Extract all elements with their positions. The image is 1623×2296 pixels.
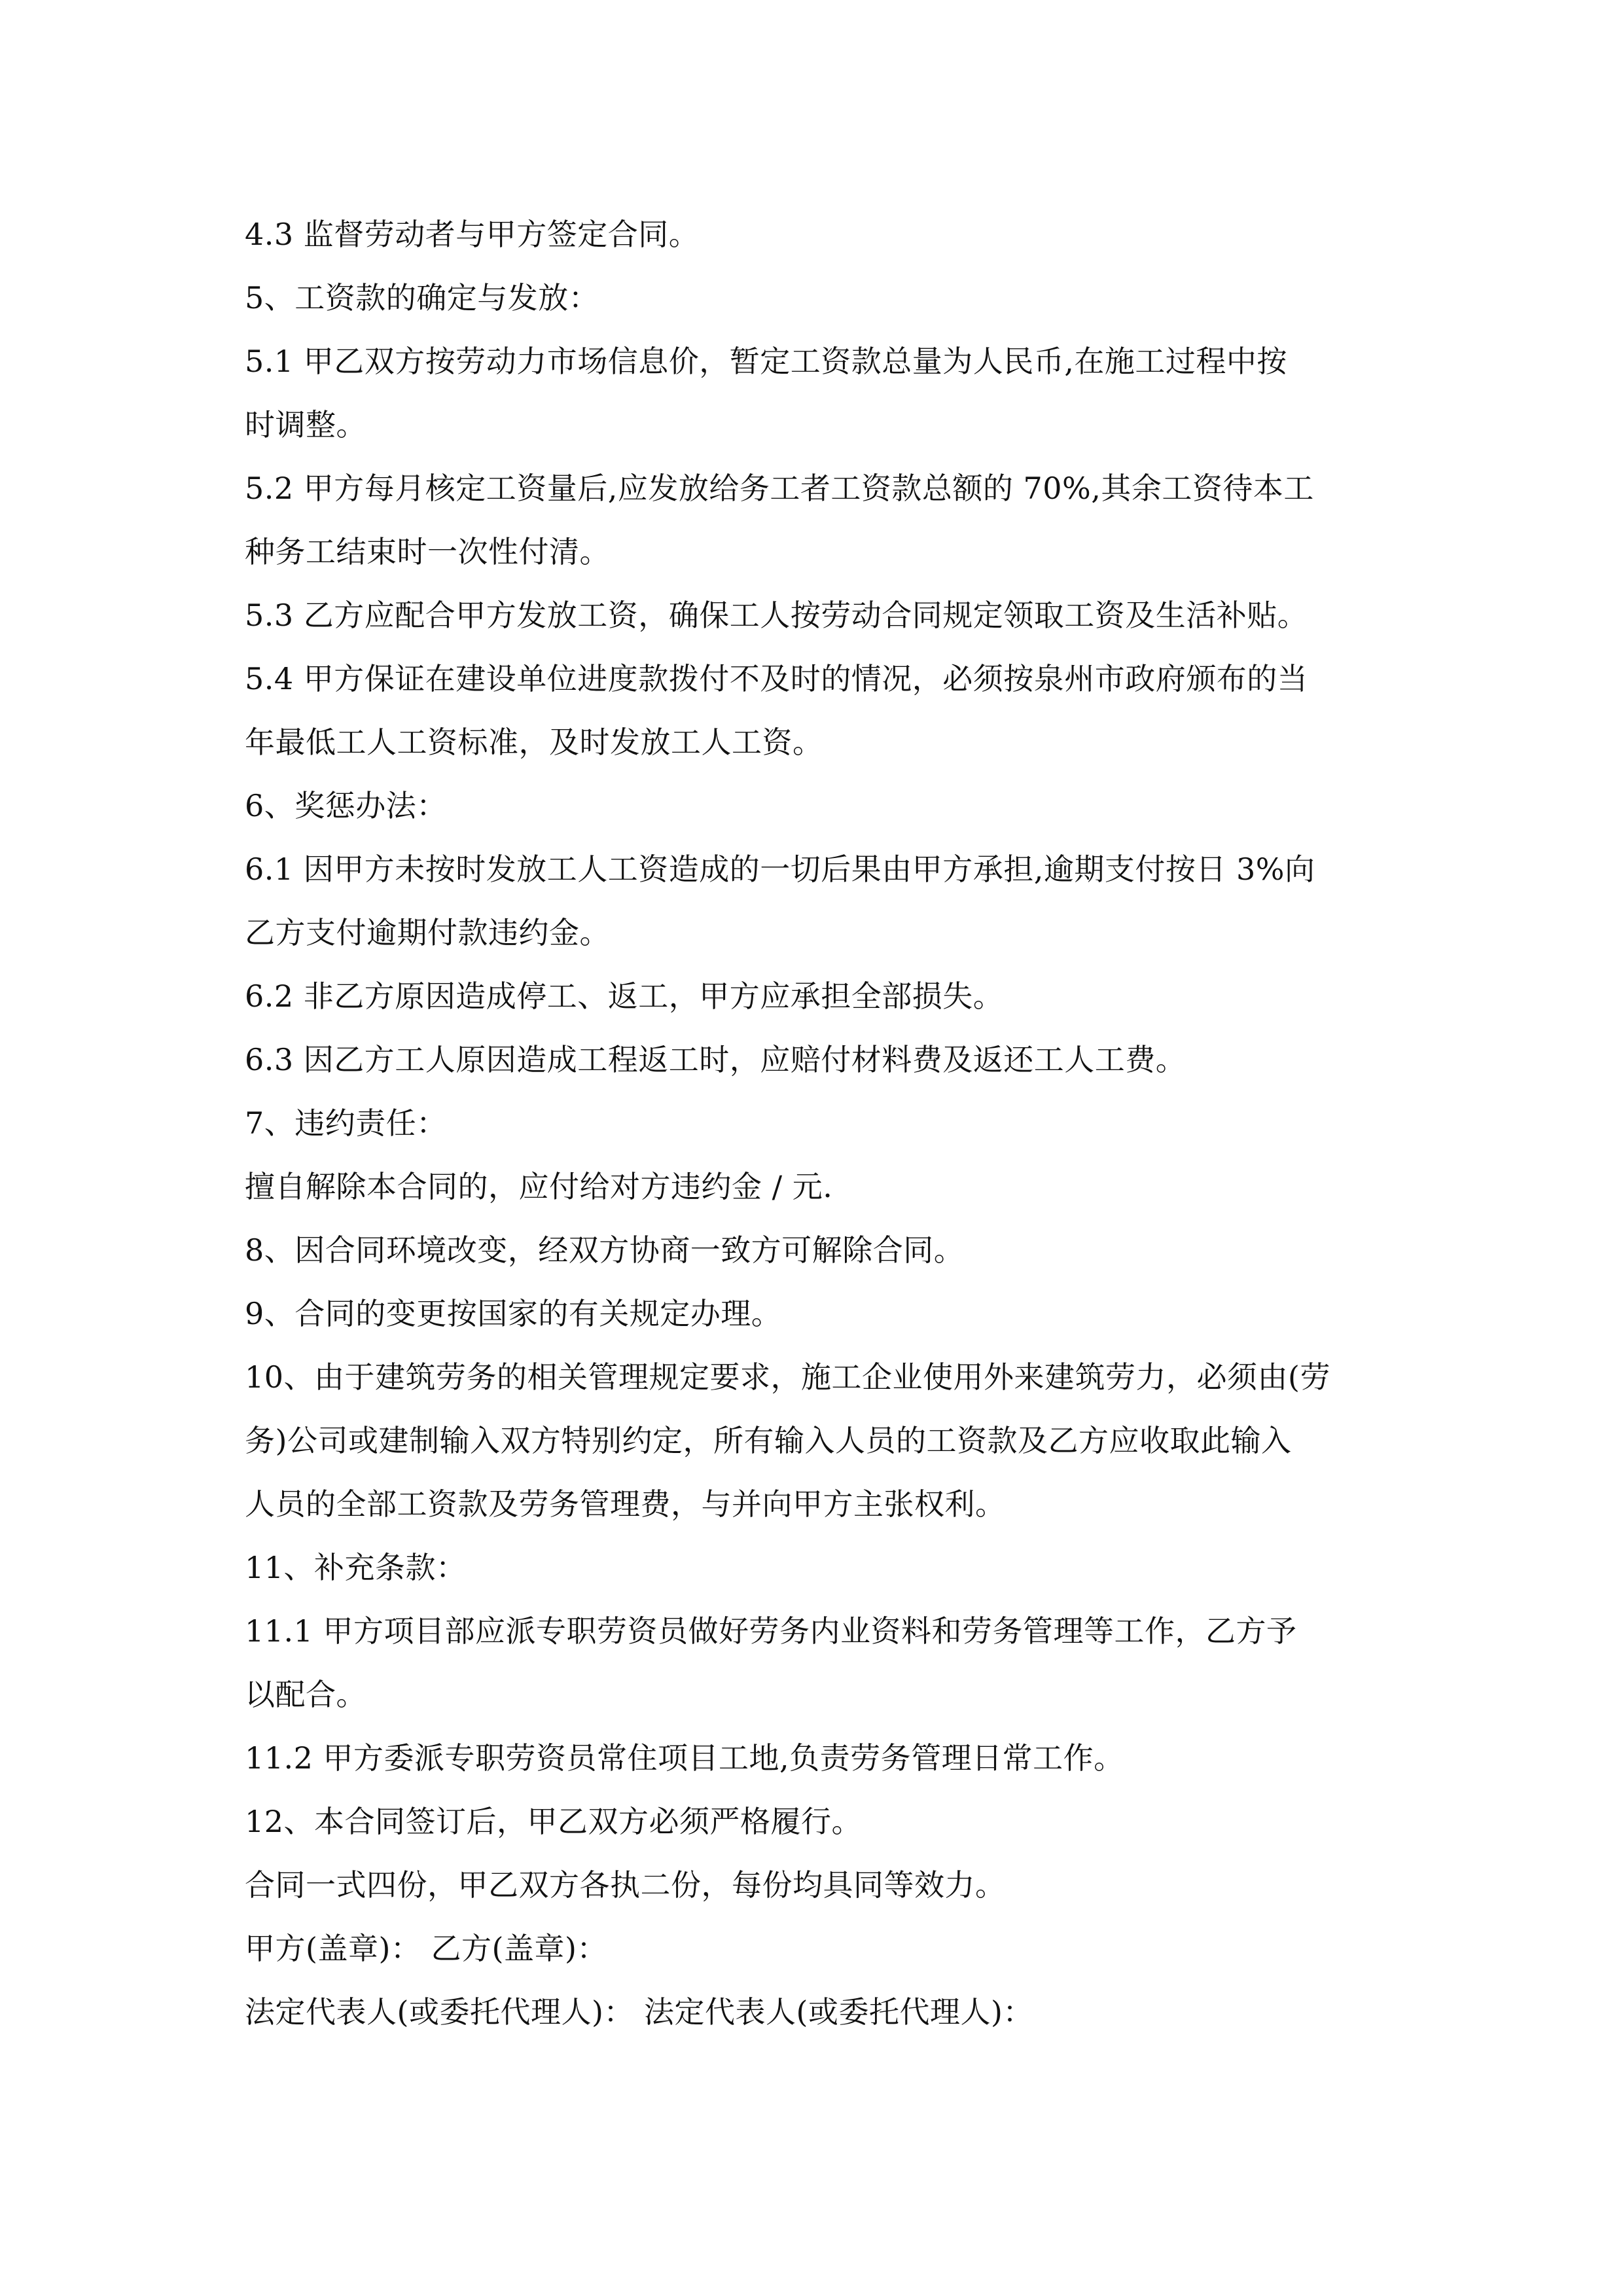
section-10-continued: 务)公司或建制输入双方特别约定，所有输入人员的工资款及乙方应收取此输入 bbox=[245, 1423, 1292, 1458]
section-12: 12、本合同签订后，甲乙双方必须严格履行。 bbox=[245, 1804, 863, 1839]
clause-11-1-continued: 以配合。 bbox=[245, 1677, 366, 1712]
clause-6-1-continued: 乙方支付逾期付款违约金。 bbox=[245, 915, 610, 950]
clause-5-4: 5.4 甲方保证在建设单位进度款拨付不及时的情况，必须按泉州市政府颁布的当 bbox=[245, 661, 1308, 696]
clause-5-2: 5.2 甲方每月核定工资量后,应发放给务工者工资款总额的 70%,其余工资待本工 bbox=[245, 471, 1314, 506]
section-6-heading: 6、奖惩办法： bbox=[245, 788, 447, 823]
clause-4-3: 4.3 监督劳动者与甲方签定合同。 bbox=[245, 217, 700, 252]
clause-11-1: 11.1 甲方项目部应派专职劳资员做好劳务内业资料和劳务管理等工作，乙方予 bbox=[245, 1613, 1297, 1649]
section-9: 9、合同的变更按国家的有关规定办理。 bbox=[245, 1296, 782, 1331]
clause-5-1-continued: 时调整。 bbox=[245, 407, 366, 442]
clause-6-2: 6.2 非乙方原因造成停工、返工，甲方应承担全部损失。 bbox=[245, 978, 1004, 1014]
legal-representative-line: 法定代表人(或委托代理人)： 法定代表人(或委托代理人)： bbox=[245, 1994, 1033, 2030]
document-page bbox=[245, 203, 1397, 2044]
copies-statement: 合同一式四份，甲乙双方各执二份，每份均具同等效力。 bbox=[245, 1867, 1006, 1903]
clause-5-4-continued: 年最低工人工资标准，及时发放工人工资。 bbox=[245, 725, 823, 760]
section-8: 8、因合同环境改变，经双方协商一致方可解除合同。 bbox=[245, 1232, 965, 1268]
clause-5-3: 5.3 乙方应配合甲方发放工资，确保工人按劳动合同规定领取工资及生活补贴。 bbox=[245, 598, 1308, 633]
clause-7-text: 擅自解除本合同的，应付给对方违约金 / 元. bbox=[245, 1169, 833, 1204]
clause-5-2-continued: 种务工结束时一次性付清。 bbox=[245, 534, 610, 569]
clause-11-2: 11.2 甲方委派专职劳资员常住项目工地,负责劳务管理日常工作。 bbox=[245, 1740, 1124, 1776]
section-10-continued-2: 人员的全部工资款及劳务管理费，与并向甲方主张权利。 bbox=[245, 1486, 1006, 1522]
clause-6-3: 6.3 因乙方工人原因造成工程返工时，应赔付材料费及返还工人工费。 bbox=[245, 1042, 1186, 1077]
section-7-heading: 7、违约责任： bbox=[245, 1105, 447, 1141]
clause-6-1: 6.1 因甲方未按时发放工人工资造成的一切后果由甲方承担,逾期支付按日 3%向 bbox=[245, 852, 1315, 887]
section-10: 10、由于建筑劳务的相关管理规定要求，施工企业使用外来建筑劳力，必须由(劳 bbox=[245, 1359, 1330, 1395]
seal-line: 甲方(盖章)： 乙方(盖章)： bbox=[245, 1931, 607, 1966]
section-11-heading: 11、补充条款： bbox=[245, 1550, 467, 1585]
section-5-heading: 5、工资款的确定与发放： bbox=[245, 280, 599, 315]
clause-5-1: 5.1 甲乙双方按劳动力市场信息价，暂定工资款总量为人民币,在施工过程中按 bbox=[245, 344, 1287, 379]
